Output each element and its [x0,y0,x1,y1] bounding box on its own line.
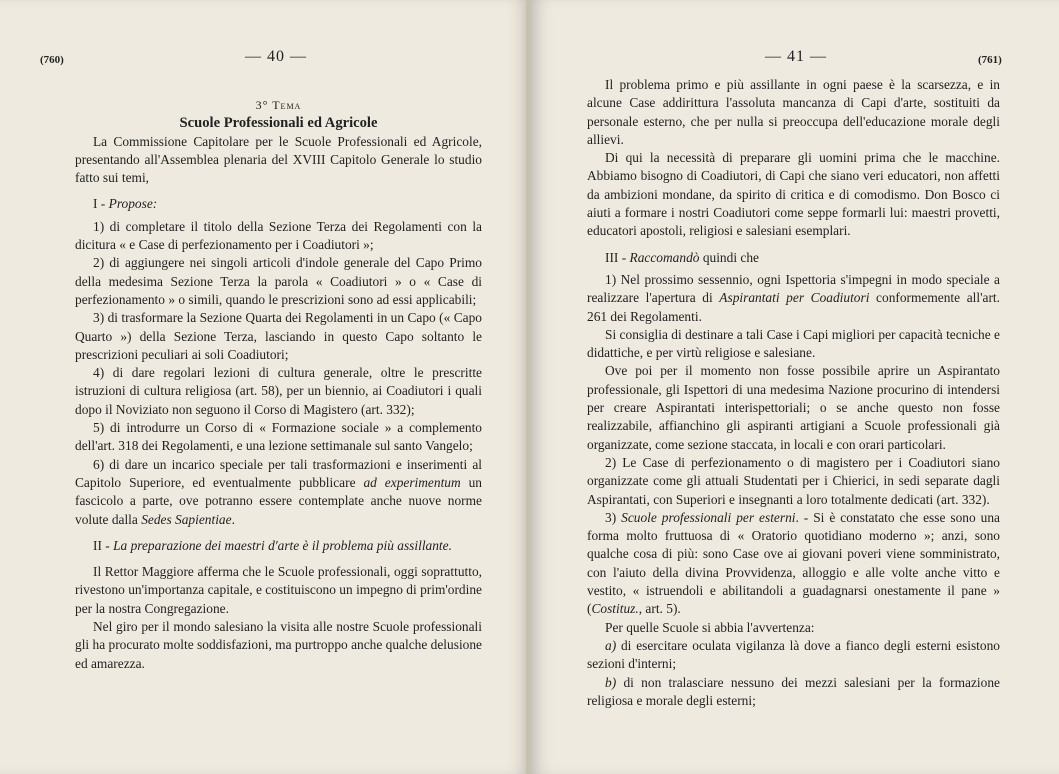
left-side-number: (760) [40,54,64,66]
list-item: 3) Scuole professionali per esterni. - Si è constatato che esse sono una forma molto fruttuosa di « Oratorio quotidiano moderno »; anzi, sono qualche cosa di più: sono Case ove ai giovani poveri viene somministrato, con l'aiuto della divina Provvidenza, alloggio e alle volte anche vitto e vestito, « istruendoli e abilitandoli a guadagnarsi onestamente il pane » (Costituz., art. 5). [587,509,1000,617]
paragraph: Di qui la necessità di preparare gli uomini prima che le macchine. Abbiamo bisogno di Coadiutori, di Capi che siano veri educatori, non affetti da ambizioni mondane, da spirito di critica e di comodismo. Don Bosco ci aiuti a formare i nostri Coadiutori come seppe formarli lui: maestri provetti, educatori apostoli, religiosi e salesiani esemplari. [587,150,1000,239]
section-heading-I: I - Propose: [93,196,158,212]
section-title: Scuole Professionali ed Agricole [179,115,378,132]
paragraph: Per quelle Scuole si abbia l'avvertenza: [605,619,815,635]
section-heading-III: III - Raccomandò quindi che [605,249,759,265]
right-side-number: (761) [978,54,1002,66]
left-page-number: — 40 — [245,48,307,65]
list-item: 2) Le Case di perfezionamento o di magistero per i Coadiutori siano organizzate come gli attuali Studentati per i Chierici, in sedi separate dagli Aspirantati, con Superiori e insegnanti a loro totalmente dedicati (art. 332). [587,454,1000,507]
right-column [587,76,1000,710]
sub-item: b) di non tralasciare nessuno dei mezzi salesiani per la formazione religiosa e morale degli esterni; [587,674,1000,708]
paragraph: Il problema primo e più assillante in ogni paese è la scarsezza, e in alcune Case addirittura l'assoluta mancanza di Capi d'arte, sostituiti da personale esterno, che per nulla si preoccupa dell'educazione morale degli allievi. [587,77,1000,147]
paragraph: Ove poi per il momento non fosse possibile aprire un Aspirantato professionale, gli Ispettori di una medesima Nazione procurino di intendersi per creare Aspirantati interispettoriali; o se anche questo non fosse realizzabile, affianchino gli aspiranti artigiani a Scuole professionali già organizzate, come sezione staccata, in locali e con orari particolari. [587,363,1000,452]
section-heading-II: II - La preparazione dei maestri d'arte è il problema più assillante. [93,537,452,553]
list-item: 1) di completare il titolo della Sezione Terza dei Regolamenti con la dicitura « e Case di perfezionamento per i Coadiutori »; [75,218,482,253]
sub-item: a) di esercitare oculata vigilanza là dove a fianco degli esterni esistono sezioni d'interni; [587,637,1000,672]
list-item: 2) di aggiungere nei singoli articoli d'indole generale del Capo Primo della medesima Sezione Terza la parola « Coadiutori » o « Case di perfezionamento » o simili, quando le prescrizioni sono ad essi applicabili; [75,255,482,307]
list-item: 3) di trasformare la Sezione Quarta dei Regolamenti in un Capo (« Capo Quarto ») della Sezione Terza, lasciando in questo Capo soltanto le prescrizioni peculiari ai soli Coadiutori; [75,310,482,362]
theme-label: 3° Tema [255,98,302,112]
intro-paragraph: La Commissione Capitolare per le Scuole Professionali ed Agricole, presentando all'Assemblea plenaria del XVIII Capitolo Generale lo studio fatto sui temi, [75,133,482,186]
paragraph: Il Rettor Maggiore afferma che le Scuole professionali, oggi soprattutto, rivestono un'importanza capitale, e costituiscono un impegno di prim'ordine per la nostra Congregazione. [75,564,482,616]
list-item: 1) Nel prossimo sessennio, ogni Ispettoria s'impegni in modo speciale a realizzare l'apertura di Aspirantati per Coadiutori conformemente all'art. 261 dei Regolamenti. [587,271,1000,324]
left-column [75,96,482,673]
paragraph: Nel giro per il mondo salesiano la visita alle nostre Scuole professionali gli ha procurato molte soddisfazioni, ma purtroppo anche qualche delusione ed amarezza. [75,619,482,671]
paragraph: Si consiglia di destinare a tali Case i Capi migliori per capacità tecniche e didattiche, e per virtù religiose e salesiane. [587,326,1000,361]
right-page-number: — 41 — [765,48,827,65]
list-item: 5) di introdurre un Corso di « Formazione sociale » a complemento dell'art. 318 dei Regolamenti, e una lezione settimanale sul santo Vangelo; [75,420,482,454]
list-item: 4) di dare regolari lezioni di cultura generale, oltre le prescritte istruzioni di cultura religiosa (art. 58), per un biennio, ai Coadiutori i quali dopo il Noviziato non seguono il Corso di Magistero (art. 332); [75,365,482,417]
list-item: 6) di dare un incarico speciale per tali trasformazioni e inserimenti al Capitolo Superiore, ed eventualmente pubblicare ad experimentum un fascicolo a parte, ove potranno essere contemplate anche nuove norme volute dalla Sedes Sapientiae. [75,456,482,527]
right-page [530,0,1059,774]
